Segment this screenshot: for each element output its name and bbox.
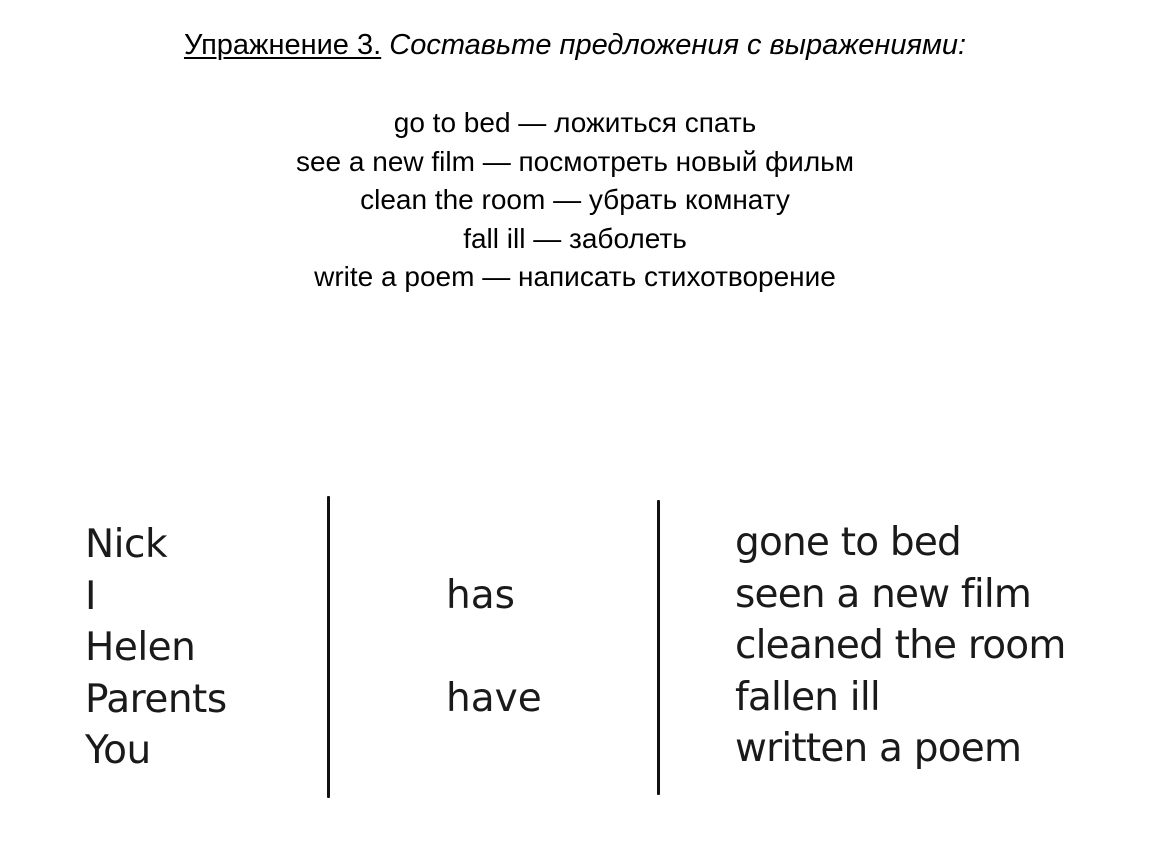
- column-divider-left: [327, 496, 330, 798]
- subject-cell: Helen: [85, 625, 196, 670]
- subject-column: [85, 519, 227, 777]
- result-cell: seen a new film: [735, 571, 1032, 617]
- result-cell: fallen ill: [735, 674, 880, 720]
- phrase-item: clean the room — убрать комнату: [360, 184, 790, 215]
- subject-cell: Parents: [85, 676, 227, 722]
- phrase-item: see a new film — посмотреть новый фильм: [295, 145, 854, 177]
- exercise-label: Упражнение 3.: [183, 29, 382, 61]
- result-cell: gone to bed: [735, 520, 961, 565]
- phrase-item: write a poem — написать стихотворение: [314, 261, 836, 292]
- result-cell: cleaned the room: [735, 623, 1066, 668]
- result-cell: written a poem: [735, 726, 1022, 771]
- subject-cell: Nick: [85, 522, 168, 567]
- phrase-item: go to bed — ложиться спать: [393, 107, 757, 138]
- exercise-instruction: Составьте предложения с выражениями:: [389, 29, 967, 61]
- column-divider-right: [657, 500, 660, 795]
- phrase-item: fall ill — заболеть: [463, 222, 687, 254]
- auxiliary-have: have: [446, 676, 542, 721]
- subject-cell: I: [85, 573, 97, 619]
- subject-cell: You: [85, 728, 151, 773]
- auxiliary-has: has: [446, 573, 515, 618]
- result-column: [735, 517, 1066, 775]
